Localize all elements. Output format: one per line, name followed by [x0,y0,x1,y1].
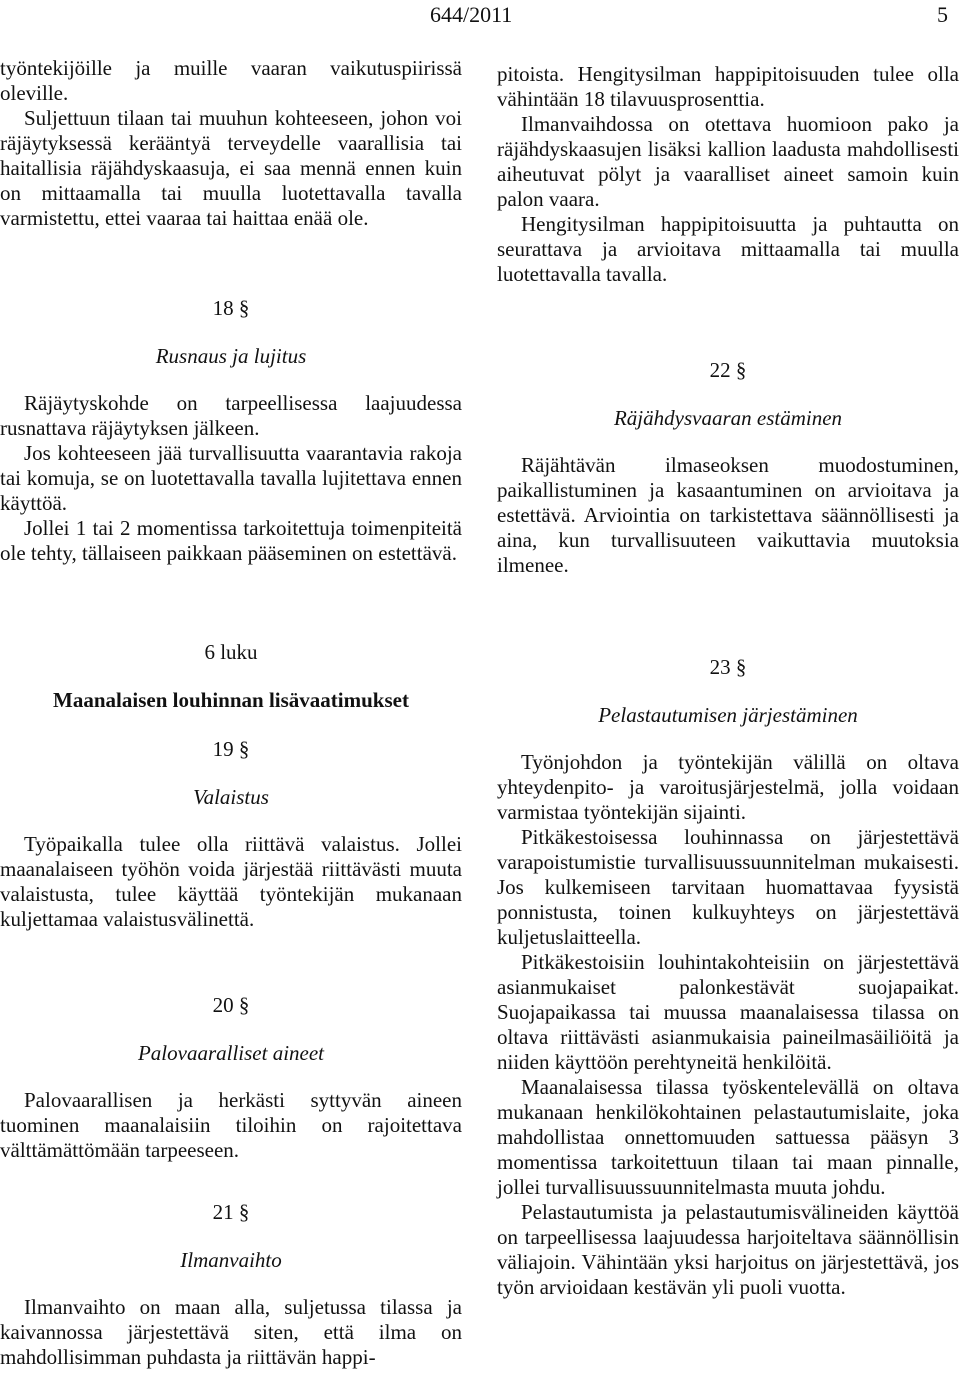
paragraph: Ilmanvaihto on maan alla, suljetussa tilassa ja kaivannossa järjestettävä siten, että ilma on mahdollisimman puhdasta ja riittävän happi- [0,1295,462,1369]
paragraph: Räjäytyskohde on tarpeellisessa laajuudessa rusnattava räjäytyksen jälkeen. [0,391,462,440]
paragraph: Pelastautumista ja pelastautumisvälineiden käyttöä on tarpeellisessa laajuudessa harjoiteltava säännöllisin väliajoin. Vähintään yksi harjoitus on järjestettävä, jos työn arvioidaan kestävän yli puoli vuotta. [497,1200,959,1299]
section-22 [497,358,959,578]
section-title: Ilmanvaihto [180,1248,282,1272]
paragraph: Jollei 1 tai 2 momentissa tarkoitettuja toimenpiteitä ole tehty, tällaiseen paikkaan pääseminen on estettävä. [0,516,462,565]
section-title: Pelastautumisen järjestäminen [598,703,858,727]
paragraph: Jos kohteeseen jää turvallisuutta vaarantavia rakoja tai komuja, se on luotettavalla tavalla lujitettava ennen käyttöä. [0,441,462,515]
left-intro [0,56,462,231]
section-title: Palovaaralliset aineet [137,1041,325,1065]
page-number: 5 [937,2,948,27]
paragraph: Työnjohdon ja työntekijän välillä on oltava yhteydenpito- ja varoitusjärjestelmä, jolla voidaan varmistaa työntekijän sijainti. [497,750,959,824]
section-20 [0,993,462,1163]
section-18 [0,296,462,566]
right-intro [497,62,959,287]
paragraph: Hengitysilman happipitoisuutta ja puhtautta on seurattava ja arvioitava mittaamalla tai muulla luotettavalla tavalla. [497,212,959,286]
section-number: 19 § [212,737,250,761]
section-number: 20 § [212,993,250,1017]
paragraph: Palovaarallisen ja herkästi syttyvän aineen tuominen maanalaisiin tiloihin on rajoitettava välttämättömään tarpeeseen. [0,1088,462,1162]
paragraph: Pitkäkestoisessa louhinnassa on järjestettävä varapoistumistie turvallisuussuunnitelman mukaisesti. Jos kulkemiseen tarvitaan huomattavaa fyysistä ponnistusta, toinen kulkuyhteys on järjestettävä kuljetuslaitteella. [497,825,959,949]
section-number: 23 § [709,655,747,679]
section-19 [0,737,462,932]
paragraph: Ilmanvaihdossa on otettava huomioon pako ja räjähdyskaasujen lisäksi kallion laadusta mahdollisesti aiheutuvat pölyt ja vaaralliset aineet samoin kuin palon vaara. [497,112,959,211]
section-number: 18 § [212,296,250,320]
paragraph: Maanalaisessa tilassa työskentelevällä on oltava mukanaan henkilökohtainen pelastautumislaite, joka mahdollistaa onnettomuuden sattuessa pääsyn 3 momentissa tarkoitettuun tilaan tai maan pinnalle, jollei turvallisuussuunnitelmasta muuta johdu. [497,1075,959,1199]
section-title: Rusnaus ja lujitus [155,344,307,368]
document-number: 644/2011 [430,2,513,27]
paragraph: työntekijöille ja muille vaaran vaikutuspiirissä oleville. [0,56,462,105]
paragraph: Työpaikalla tulee olla riittävä valaistus. Jollei maanalaiseen työhön voida järjestää riittävästi muuta valaistusta, tulee käyttää työntekijän mukanaan kuljettamaa valaistusvälinettä. [0,832,462,931]
chapter-title: Maanalaisen louhinnan lisävaatimukset [53,688,409,712]
section-21 [0,1200,462,1370]
chapter-number: 6 luku [204,640,258,664]
section-23 [497,655,959,1300]
paragraph: pitoista. Hengitysilman happipitoisuuden tulee olla vähintään 18 tilavuusprosenttia. [497,62,959,111]
section-title: Räjähdysvaaran estäminen [613,406,843,430]
paragraph: Suljettuun tilaan tai muuhun kohteeseen, johon voi räjäytyksessä kerääntyä terveydelle vaarallisia tai haitallisia räjähdyskaasuja, ei saa mennä ennen kuin on mittaamalla tai muulla luotettavalla tavalla varmistettu, ettei vaaraa tai haittaa enää ole. [0,106,462,230]
chapter-6 [0,640,462,713]
section-number: 21 § [212,1200,250,1224]
paragraph: Räjähtävän ilmaseoksen muodostuminen, paikallistuminen ja kasaantuminen on arvioitava ja estettävä. Arviointia on tarkistettava säännöllisesti ja aina, kun turvallisuuteen vaikuttavia muutoksia ilmenee. [497,453,959,577]
section-number: 22 § [709,358,747,382]
section-title: Valaistus [193,785,269,809]
paragraph: Pitkäkestoisiin louhintakohteisiin on järjestettävä asianmukaiset palonkestävät suojapaikat. Suojapaikassa tai muussa maanalaisessa tilassa on oltava riittävästi asianmukaisia paineilmasäiliöitä ja niiden käyttöön perehtyneitä henkilöitä. [497,950,959,1074]
